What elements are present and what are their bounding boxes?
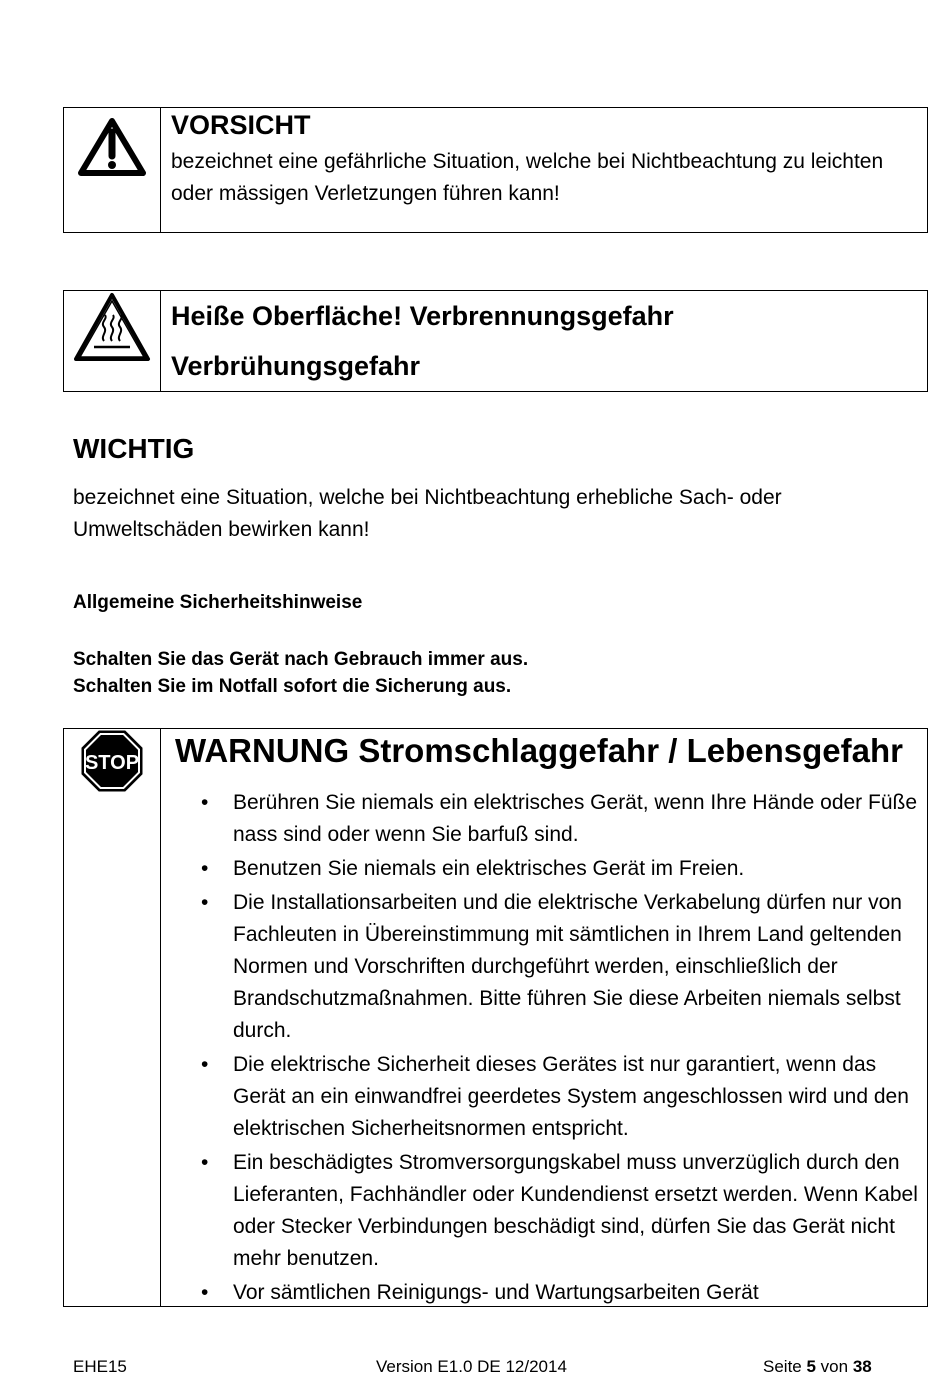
instruction-1: Schalten Sie das Gerät nach Gebrauch immer aus.	[73, 649, 529, 670]
hot-surface-icon-cell	[64, 291, 161, 391]
instruction-2: Schalten Sie im Notfall sofort die Sicherung aus.	[73, 676, 512, 697]
list-item: • Die Installationsarbeiten und die elektrische Verkabelung dürfen nur von Fachleuten in Übereinstimmung mit sämtlichen in Ihrem Land geltenden Normen und Vorschriften durchgeführt werden, einschließlich der Brandschutzmaßnahmen. Bitte führen Sie diese Arbeiten niemals selbst durch.	[201, 891, 902, 1042]
caution-icon-cell	[64, 108, 161, 232]
warning-title: WARNUNG Stromschlaggefahr / Lebensgefahr	[175, 732, 903, 769]
list-item: • Vor sämtlichen Reinigungs- und Wartungsarbeiten Gerät	[201, 1281, 759, 1304]
hot-surface-title-2: Verbrühungsgefahr	[171, 351, 421, 381]
warning-list	[171, 787, 927, 1309]
warning-box	[63, 728, 928, 1307]
list-item: • Die elektrische Sicherheit dieses Gerätes ist nur garantiert, wenn das Gerät an ein einwandfrei geerdetes System angeschlossen wird und den elektrischen Sicherheitsnormen entspricht.	[201, 1053, 909, 1140]
caution-text-cell	[161, 108, 927, 232]
warning-icon-cell	[64, 729, 161, 1306]
stop-sign-text: STOP	[84, 752, 140, 774]
important-title: WICHTIG	[73, 433, 195, 464]
general-instructions	[73, 646, 528, 700]
footer-model: EHE15	[73, 1357, 127, 1376]
general-safety-title: Allgemeine Sicherheitshinweise	[73, 592, 363, 613]
stop-sign-icon	[80, 729, 144, 793]
hot-surface-title-1: Heiße Oberfläche! Verbrennungsgefahr	[171, 301, 674, 331]
caution-title: VORSICHT	[171, 110, 311, 140]
warning-text-cell	[161, 729, 927, 1306]
list-item: • Ein beschädigtes Stromversorgungskabel muss unverzüglich durch den Lieferanten, Fachhändler oder Kundendienst ersetzt werden. Wenn Kabel oder Stecker Verbindungen beschädigt sind, dürfen Sie das Gerät nicht mehr benutzen.	[201, 1151, 918, 1270]
important-text: bezeichnet eine Situation, welche bei Nichtbeachtung erhebliche Sach- oder Umweltschäden bewirken kann!	[73, 486, 782, 541]
caution-box	[63, 107, 928, 233]
footer-page-number: Seite 5 von 38	[763, 1357, 872, 1376]
caution-text: bezeichnet eine gefährliche Situation, welche bei Nichtbeachtung zu leichten oder mässigen Verletzungen führen kann!	[171, 150, 884, 205]
hot-surface-icon	[72, 291, 152, 363]
list-item: • Berühren Sie niemals ein elektrisches Gerät, wenn Ihre Hände oder Füße nass sind oder wenn Sie barfuß sind.	[201, 791, 918, 846]
warning-triangle-icon	[78, 118, 146, 176]
list-item: • Benutzen Sie niemals ein elektrisches Gerät im Freien.	[201, 857, 745, 880]
hot-surface-text-cell	[161, 291, 927, 391]
footer-version: Version E1.0 DE 12/2014	[376, 1357, 567, 1376]
hot-surface-box	[63, 290, 928, 392]
